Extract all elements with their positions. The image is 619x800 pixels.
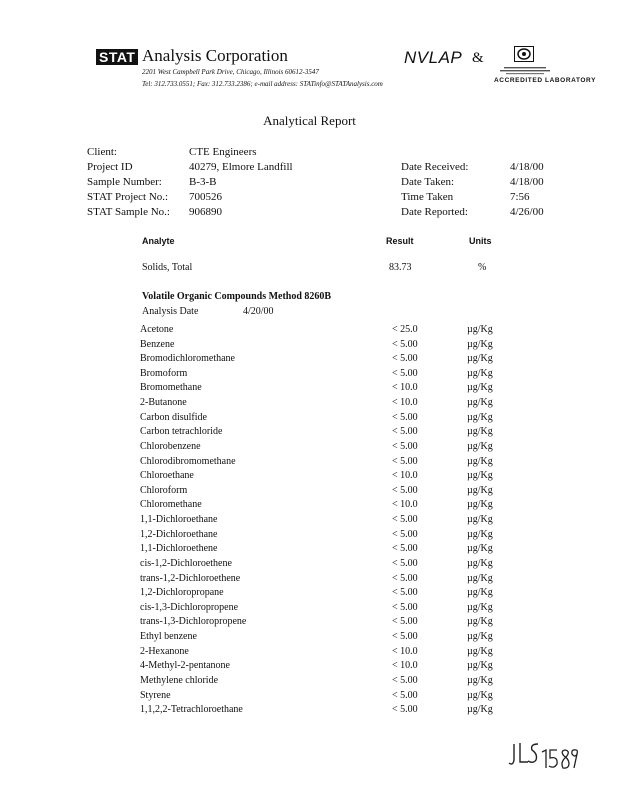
voc-row-analyte: Chlorodibromomethane — [140, 456, 236, 467]
voc-row-analyte: Carbon tetrachloride — [140, 426, 223, 437]
stat-sample-no-value: 906890 — [189, 206, 222, 218]
date-received-label: Date Received: — [401, 161, 469, 173]
voc-row-result: < 10.0 — [392, 397, 418, 408]
voc-row-units: µg/Kg — [467, 616, 493, 627]
voc-row-analyte: Acetone — [140, 324, 174, 335]
stat-sample-no-label: STAT Sample No.: — [87, 206, 170, 218]
column-header-result: Result — [386, 236, 414, 246]
voc-row-result: < 5.00 — [392, 543, 418, 554]
voc-row-result: < 5.00 — [392, 441, 418, 452]
voc-row-units: µg/Kg — [467, 470, 493, 481]
voc-row-result: < 5.00 — [392, 616, 418, 627]
voc-row-analyte: 1,1-Dichloroethane — [140, 514, 218, 525]
voc-row-analyte: cis-1,3-Dichloropropene — [140, 602, 239, 613]
project-id-value: 40279, Elmore Landfill — [189, 161, 293, 173]
voc-row-units: µg/Kg — [467, 602, 493, 613]
voc-row-result: < 5.00 — [392, 339, 418, 350]
logo-ampersand: & — [472, 50, 484, 66]
voc-row-units: µg/Kg — [467, 368, 493, 379]
voc-row-units: µg/Kg — [467, 631, 493, 642]
voc-row-analyte: 4-Methyl-2-pentanone — [140, 660, 230, 671]
column-header-analyte: Analyte — [142, 236, 175, 246]
time-taken-label: Time Taken — [401, 191, 454, 203]
project-id-label: Project ID — [87, 161, 133, 173]
solids-analyte: Solids, Total — [142, 262, 193, 273]
voc-row-analyte: trans-1,2-Dichloroethene — [140, 573, 241, 584]
voc-row-result: < 5.00 — [392, 631, 418, 642]
handwritten-initials — [508, 738, 580, 774]
voc-row-analyte: Chloroethane — [140, 470, 194, 481]
voc-row-result: < 10.0 — [392, 660, 418, 671]
voc-row-units: µg/Kg — [467, 558, 493, 569]
voc-row-analyte: Methylene chloride — [140, 675, 219, 686]
voc-row-analyte: cis-1,2-Dichloroethene — [140, 558, 232, 569]
voc-row-result: < 5.00 — [392, 587, 418, 598]
voc-row-units: µg/Kg — [467, 397, 493, 408]
voc-row-units: µg/Kg — [467, 690, 493, 701]
aihl-fineprint-icon — [498, 66, 552, 75]
company-name: Analysis Corporation — [142, 46, 288, 65]
voc-row-analyte: 1,2-Dichloroethane — [140, 529, 218, 540]
voc-row-result: < 5.00 — [392, 368, 418, 379]
date-reported-label: Date Reported: — [401, 206, 468, 218]
sample-number-value: B-3-B — [189, 176, 217, 188]
voc-row-analyte: 2-Hexanone — [140, 646, 189, 657]
solids-units: % — [478, 262, 487, 273]
company-address: 2201 West Campbell Park Drive, Chicago, Illinois 60612-3547 — [142, 68, 319, 76]
voc-row-units: µg/Kg — [467, 646, 493, 657]
voc-row-units: µg/Kg — [467, 573, 493, 584]
voc-row-result: < 25.0 — [392, 324, 418, 335]
voc-row-units: µg/Kg — [467, 704, 493, 715]
voc-row-units: µg/Kg — [467, 412, 493, 423]
voc-row-units: µg/Kg — [467, 456, 493, 467]
voc-row-result: < 5.00 — [392, 353, 418, 364]
voc-row-result: < 5.00 — [392, 426, 418, 437]
voc-row-units: µg/Kg — [467, 441, 493, 452]
voc-row-analyte: 2-Butanone — [140, 397, 187, 408]
voc-row-analyte: Chloromethane — [140, 499, 202, 510]
voc-row-analyte: 1,1,2,2-Tetrachloroethane — [140, 704, 243, 715]
voc-row-result: < 10.0 — [392, 646, 418, 657]
voc-row-result: < 5.00 — [392, 675, 418, 686]
client-label: Client: — [87, 146, 117, 158]
voc-row-units: µg/Kg — [467, 543, 493, 554]
voc-row-analyte: Bromoform — [140, 368, 188, 379]
voc-row-analyte: Ethyl benzene — [140, 631, 197, 642]
accredited-laboratory-label: ACCREDITED LABORATORY — [494, 77, 597, 84]
voc-row-analyte: 1,2-Dichloropropane — [140, 587, 224, 598]
date-received-value: 4/18/00 — [510, 161, 544, 173]
column-header-units: Units — [469, 236, 492, 246]
voc-row-result: < 5.00 — [392, 412, 418, 423]
voc-row-units: µg/Kg — [467, 324, 493, 335]
solids-result: 83.73 — [389, 262, 412, 273]
voc-row-analyte: Chloroform — [140, 485, 188, 496]
voc-row-analyte: 1,1-Dichloroethene — [140, 543, 218, 554]
voc-row-units: µg/Kg — [467, 426, 493, 437]
stat-logo: STAT — [96, 49, 138, 65]
voc-row-result: < 5.00 — [392, 514, 418, 525]
voc-row-result: < 5.00 — [392, 529, 418, 540]
voc-row-analyte: trans-1,3-Dichloropropene — [140, 616, 247, 627]
voc-row-result: < 5.00 — [392, 573, 418, 584]
voc-row-analyte: Benzene — [140, 339, 175, 350]
voc-row-analyte: Carbon disulfide — [140, 412, 207, 423]
voc-row-analyte: Bromodichloromethane — [140, 353, 235, 364]
stat-project-no-value: 700526 — [189, 191, 222, 203]
voc-row-units: µg/Kg — [467, 675, 493, 686]
voc-row-result: < 10.0 — [392, 382, 418, 393]
aihl-seal-icon — [514, 46, 534, 62]
voc-section-title: Volatile Organic Compounds Method 8260B — [142, 291, 332, 302]
voc-row-analyte: Bromomethane — [140, 382, 202, 393]
report-title: Analytical Report — [263, 113, 356, 128]
voc-row-result: < 5.00 — [392, 558, 418, 569]
voc-row-units: µg/Kg — [467, 353, 493, 364]
voc-row-result: < 10.0 — [392, 470, 418, 481]
voc-row-result: < 5.00 — [392, 602, 418, 613]
voc-row-units: µg/Kg — [467, 339, 493, 350]
date-reported-value: 4/26/00 — [510, 206, 544, 218]
sample-number-label: Sample Number: — [87, 176, 162, 188]
voc-row-result: < 5.00 — [392, 690, 418, 701]
voc-row-analyte: Styrene — [140, 690, 171, 701]
analysis-date-label: Analysis Date — [142, 306, 199, 317]
voc-row-units: µg/Kg — [467, 660, 493, 671]
voc-row-result: < 5.00 — [392, 456, 418, 467]
date-taken-label: Date Taken: — [401, 176, 455, 188]
voc-row-units: µg/Kg — [467, 499, 493, 510]
voc-row-units: µg/Kg — [467, 514, 493, 525]
voc-row-result: < 10.0 — [392, 499, 418, 510]
voc-row-units: µg/Kg — [467, 485, 493, 496]
client-value: CTE Engineers — [189, 146, 257, 158]
voc-row-result: < 5.00 — [392, 485, 418, 496]
aihl-accreditation-logo — [494, 44, 597, 92]
voc-row-units: µg/Kg — [467, 382, 493, 393]
time-taken-value: 7:56 — [510, 191, 530, 203]
voc-row-result: < 5.00 — [392, 704, 418, 715]
date-taken-value: 4/18/00 — [510, 176, 544, 188]
voc-row-units: µg/Kg — [467, 587, 493, 598]
nvlap-logo: NVLAP — [404, 48, 463, 67]
voc-row-units: µg/Kg — [467, 529, 493, 540]
analysis-date-value: 4/20/00 — [243, 306, 274, 317]
stat-project-no-label: STAT Project No.: — [87, 191, 169, 203]
voc-row-analyte: Chlorobenzene — [140, 441, 201, 452]
company-contact: Tel: 312.733.0551; Fax: 312.733.2386; e-mail address: STATinfo@STATAnalysis.com — [142, 80, 383, 88]
